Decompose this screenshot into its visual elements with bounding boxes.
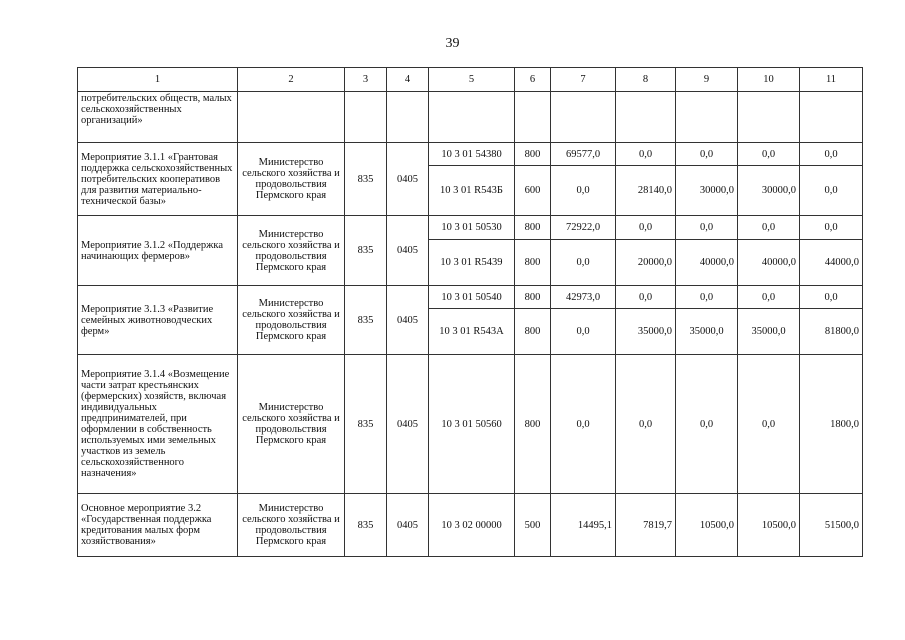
- measure-name: потребительских обществ, малых сельскохозяйственных организаций»: [78, 92, 238, 143]
- value-cell: 20000,0: [616, 240, 676, 286]
- ministry-cell: Министерство сельского хозяйства и продовольствия Пермского края: [238, 286, 345, 355]
- measure-name: Мероприятие 3.1.1 «Грантовая поддержка сельскохозяйственных потребительских кооперативов для развития материально-технической базы»: [78, 143, 238, 216]
- col4-cell: 0405: [387, 494, 429, 557]
- table-row: [78, 216, 863, 240]
- value-cell: 0,0: [551, 355, 616, 494]
- code-cell: 10 3 01 R543Б: [429, 166, 515, 216]
- code-cell: 10 3 01 54380: [429, 143, 515, 166]
- type-cell: 800: [515, 286, 551, 309]
- header-cell: 4: [387, 68, 429, 92]
- header-cell: 10: [738, 68, 800, 92]
- type-cell: 800: [515, 240, 551, 286]
- value-cell: 0,0: [676, 286, 738, 309]
- table-cell: [387, 92, 429, 143]
- value-cell: 40000,0: [676, 240, 738, 286]
- value-cell: 0,0: [800, 216, 863, 240]
- col3-cell: 835: [345, 494, 387, 557]
- type-cell: 800: [515, 216, 551, 240]
- col3-cell: 835: [345, 216, 387, 286]
- value-cell: 0,0: [738, 216, 800, 240]
- value-cell: 40000,0: [738, 240, 800, 286]
- value-cell: 0,0: [616, 355, 676, 494]
- header-cell: 8: [616, 68, 676, 92]
- value-cell: 1800,0: [800, 355, 863, 494]
- table-row: [78, 286, 863, 309]
- value-cell: 0,0: [551, 309, 616, 355]
- value-cell: 69577,0: [551, 143, 616, 166]
- header-row: [78, 68, 863, 92]
- col4-cell: 0405: [387, 143, 429, 216]
- measure-name: Мероприятие 3.1.2 «Поддержка начинающих фермеров»: [78, 216, 238, 286]
- value-cell: 0,0: [738, 143, 800, 166]
- header-cell: 9: [676, 68, 738, 92]
- value-cell: 30000,0: [738, 166, 800, 216]
- ministry-cell: Министерство сельского хозяйства и продовольствия Пермского края: [238, 355, 345, 494]
- value-cell: 51500,0: [800, 494, 863, 557]
- value-cell: 28140,0: [616, 166, 676, 216]
- table-cell: [616, 92, 676, 143]
- table-cell: [429, 92, 515, 143]
- header-cell: 3: [345, 68, 387, 92]
- table-cell: [676, 92, 738, 143]
- col3-cell: 835: [345, 355, 387, 494]
- value-cell: 0,0: [676, 355, 738, 494]
- code-cell: 10 3 01 50540: [429, 286, 515, 309]
- header-cell: 6: [515, 68, 551, 92]
- value-cell: 0,0: [738, 286, 800, 309]
- table-cell: [238, 92, 345, 143]
- table-cell: [551, 92, 616, 143]
- col4-cell: 0405: [387, 286, 429, 355]
- code-cell: 10 3 01 R5439: [429, 240, 515, 286]
- value-cell: 35000,0: [676, 309, 738, 355]
- code-cell: 10 3 01 R543A: [429, 309, 515, 355]
- type-cell: 800: [515, 355, 551, 494]
- value-cell: 44000,0: [800, 240, 863, 286]
- measure-name: Мероприятие 3.1.3 «Развитие семейных животноводческих ферм»: [78, 286, 238, 355]
- ministry-cell: Министерство сельского хозяйства и продовольствия Пермского края: [238, 494, 345, 557]
- value-cell: 0,0: [551, 166, 616, 216]
- code-cell: 10 3 01 50560: [429, 355, 515, 494]
- value-cell: 0,0: [676, 216, 738, 240]
- value-cell: 0,0: [800, 143, 863, 166]
- value-cell: 0,0: [616, 216, 676, 240]
- ministry-cell: Министерство сельского хозяйства и продовольствия Пермского края: [238, 216, 345, 286]
- value-cell: 35000,0: [738, 309, 800, 355]
- code-cell: 10 3 01 50530: [429, 216, 515, 240]
- value-cell: 0,0: [676, 143, 738, 166]
- value-cell: 7819,7: [616, 494, 676, 557]
- value-cell: 14495,1: [551, 494, 616, 557]
- value-cell: 81800,0: [800, 309, 863, 355]
- type-cell: 500: [515, 494, 551, 557]
- table-row: [78, 355, 863, 494]
- header-cell: 11: [800, 68, 863, 92]
- value-cell: 0,0: [616, 286, 676, 309]
- col4-cell: 0405: [387, 355, 429, 494]
- header-cell: 5: [429, 68, 515, 92]
- value-cell: 0,0: [738, 355, 800, 494]
- table-cell: [800, 92, 863, 143]
- table-cell: [345, 92, 387, 143]
- value-cell: 30000,0: [676, 166, 738, 216]
- header-cell: 7: [551, 68, 616, 92]
- value-cell: 10500,0: [676, 494, 738, 557]
- measure-name: Мероприятие 3.1.4 «Возмещение части затрат крестьянских (фермерских) хозяйств, включая индивидуальных предпринимателей, при оформлении в собственность используемых ими земельных участков из земель сельскохозяйственного назначения»: [78, 355, 238, 494]
- table-cell: [738, 92, 800, 143]
- value-cell: 10500,0: [738, 494, 800, 557]
- col3-cell: 835: [345, 143, 387, 216]
- col4-cell: 0405: [387, 216, 429, 286]
- ministry-cell: Министерство сельского хозяйства и продовольствия Пермского края: [238, 143, 345, 216]
- col3-cell: 835: [345, 286, 387, 355]
- type-cell: 600: [515, 166, 551, 216]
- type-cell: 800: [515, 143, 551, 166]
- code-cell: 10 3 02 00000: [429, 494, 515, 557]
- type-cell: 800: [515, 309, 551, 355]
- value-cell: 0,0: [551, 240, 616, 286]
- value-cell: 42973,0: [551, 286, 616, 309]
- table-row: [78, 494, 863, 557]
- value-cell: 0,0: [800, 166, 863, 216]
- measure-name: Основное мероприятие 3.2 «Государственная поддержка кредитования малых форм хозяйствования»: [78, 494, 238, 557]
- budget-table: [77, 67, 863, 557]
- value-cell: 35000,0: [616, 309, 676, 355]
- header-cell: 1: [78, 68, 238, 92]
- page-number: 39: [445, 36, 460, 51]
- table-row: [78, 92, 863, 143]
- value-cell: 72922,0: [551, 216, 616, 240]
- table-row: [78, 143, 863, 166]
- header-cell: 2: [238, 68, 345, 92]
- value-cell: 0,0: [616, 143, 676, 166]
- value-cell: 0,0: [800, 286, 863, 309]
- table-cell: [515, 92, 551, 143]
